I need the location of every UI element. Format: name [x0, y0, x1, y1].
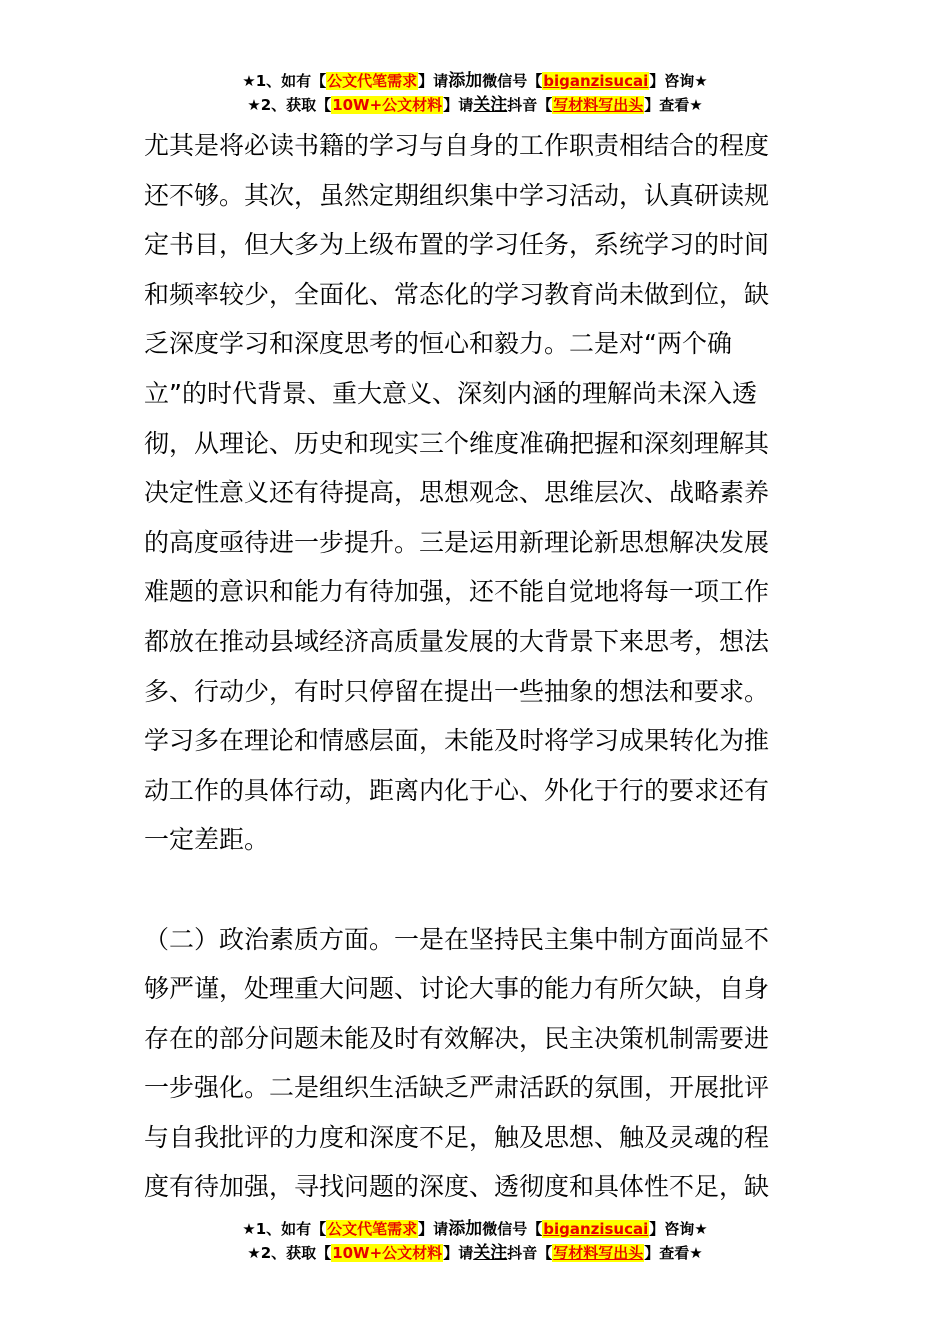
- highlight-materials: 10W+公文材料: [332, 1244, 443, 1262]
- promo-line-2: ★2、获取【10W+公文材料】请关注抖音【写材料写出头】查看★: [247, 95, 703, 115]
- paragraph-gap: [144, 865, 808, 915]
- paragraph-2: （二）政治素质方面。一是在坚持民主集中制方面尚显不 够严谨，处理重大问题、讨论大事的能力有所欠缺，自身 存在的部分问题未能及时有效解决，民主决策机制需要进 一步强化。二是组织生活缺乏严肃活跃的氛围，开展批评 与自我批评的力度和深度不足，触及思想、触及灵魂的程 度有待加强，寻找问题的深度、透彻度和具体性不足，缺: [144, 924, 770, 1202]
- promo-line-2: ★2、获取【10W+公文材料】请关注抖音【写材料写出头】查看★: [247, 1243, 703, 1263]
- highlight-service: 公文代笔需求: [327, 1220, 418, 1238]
- highlight-materials: 10W+公文材料: [332, 96, 443, 114]
- document-body: [144, 121, 808, 1212]
- footer-banner: [0, 1217, 950, 1265]
- highlight-wechat-id: biganzisucai: [543, 72, 649, 90]
- highlight-service: 公文代笔需求: [327, 72, 418, 90]
- promo-line-1: ★1、如有【公文代笔需求】请添加微信号【biganzisucai】咨询★: [242, 71, 708, 91]
- highlight-account: 写材料写出头: [553, 96, 644, 114]
- paragraph-1: 尤其是将必读书籍的学习与自身的工作职责相结合的程度 还不够。其次，虽然定期组织集中学习活动，认真研读规 定书目，但大多为上级布置的学习任务，系统学习的时间 和频率较少，全面化、常态化的学习教育尚未做到位，缺 乏深度学习和深度思考的恒心和毅力。二是对“两个确 立”的时代背景、重大意义、深刻内涵的理解尚未深入透 彻，从理论、历史和现实三个维度准确把握和深刻理解其 决定性意义还有待提高，思想观念、思维层次、战略素养 的高度亟待进一步提升。三是运用新理论新思想解决发展 难题的意识和能力有待加强，还不能自觉地将每一项工作 都放在推动县域经济高质量发展的大背景下来思考，想法 多、行动少，有时只停留在提出一些抽象的想法和要求。 学习多在理论和情感层面，未能及时将学习成果转化为推 动工作的具体行动，距离内化于心、外化于行的要求还有 一定差距。: [144, 131, 770, 855]
- highlight-wechat-id: biganzisucai: [543, 1220, 649, 1238]
- header-banner: [0, 69, 950, 117]
- highlight-account: 写材料写出头: [553, 1244, 644, 1262]
- promo-line-1: ★1、如有【公文代笔需求】请添加微信号【biganzisucai】咨询★: [242, 1219, 708, 1239]
